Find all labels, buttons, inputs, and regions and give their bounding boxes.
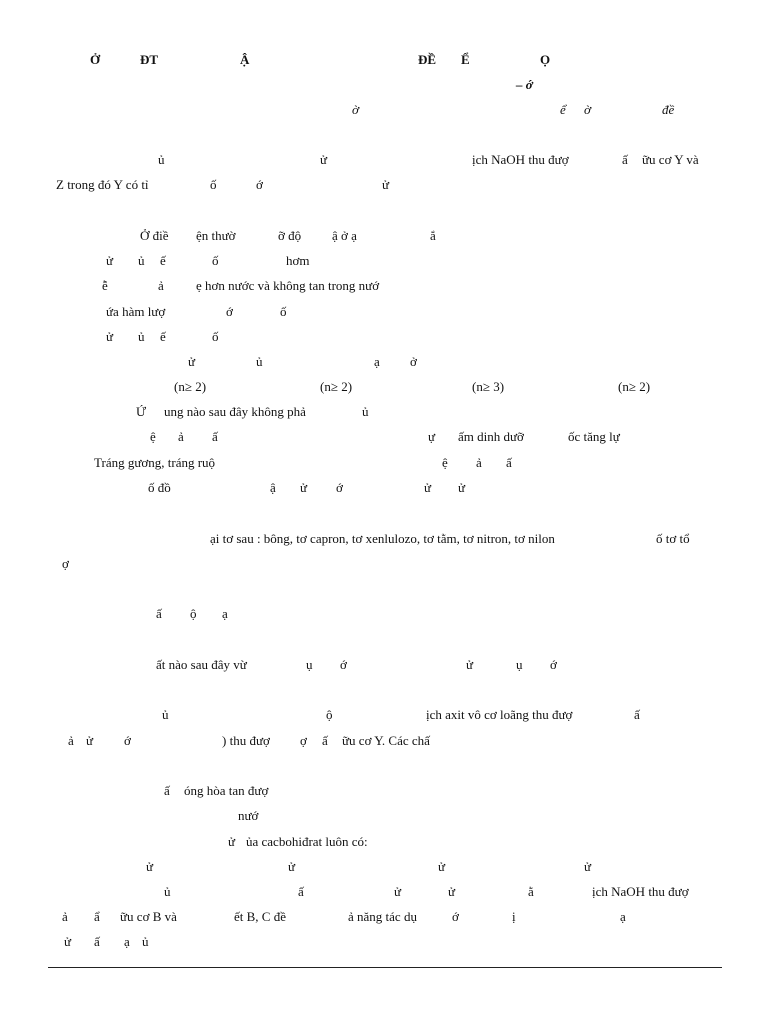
text-fragment: ớ [124, 733, 131, 748]
text-fragment: (n≥ 2) [174, 379, 207, 394]
text-fragment: ử [288, 859, 296, 874]
text-fragment: ế [160, 329, 166, 344]
text-fragment: ả [158, 278, 164, 293]
text-fragment: ện thườ [196, 228, 236, 243]
text-fragment: ố [212, 253, 219, 268]
text-fragment: ử [228, 834, 236, 849]
text-fragment: ấ [164, 783, 170, 798]
header-subline: – ớ [516, 77, 533, 92]
text-fragment: ế [160, 253, 166, 268]
text-fragment: ử [394, 884, 402, 899]
text-fragment: ử [146, 859, 154, 874]
text-fragment: ố tơ tổ [656, 531, 690, 546]
header-fragment: Ể [461, 52, 470, 67]
text-fragment: ủa cacbohiđrat luôn có: [246, 834, 368, 849]
text-fragment: ử [64, 934, 72, 949]
text-fragment: (n≥ 2) [320, 379, 353, 394]
text-fragment: ả [476, 455, 482, 470]
text-fragment: ứa hàm lượ [106, 304, 166, 319]
text-fragment: ử [320, 152, 328, 167]
text-fragment: ẩ [94, 909, 100, 924]
text-fragment: (n≥ 3) [472, 379, 505, 394]
header-fragment: ĐT [140, 52, 159, 67]
text-fragment: ệ [150, 429, 156, 444]
text-fragment: ịch NaOH thu đượ [592, 884, 689, 899]
text-fragment: ấ [156, 606, 162, 621]
text-fragment: ở [410, 354, 417, 369]
text-fragment: ủ [164, 884, 171, 899]
text-fragment: ị [512, 909, 516, 924]
text-fragment: ấm dinh dưỡ [458, 429, 524, 444]
text-fragment: ủ [162, 707, 169, 722]
text-fragment: ẹ hơn nước và không tan trong nướ [196, 278, 380, 293]
text-fragment: ủ [138, 253, 145, 268]
text-fragment: ễ [102, 278, 108, 293]
text-fragment: ậ [270, 480, 276, 495]
text-fragment: hơm [286, 253, 310, 268]
text-fragment: ớ [336, 480, 343, 495]
text-fragment: ử [188, 354, 196, 369]
text-fragment: ố đồ [148, 480, 171, 495]
text-fragment: ất nào sau đây vừ [156, 657, 247, 672]
text-fragment: ữu cơ Y và [642, 152, 699, 167]
text-fragment: ạ [222, 606, 228, 621]
text-fragment: ớ [452, 909, 459, 924]
text-fragment: (n≥ 2) [618, 379, 651, 394]
text-fragment: ớ [550, 657, 557, 672]
text-fragment: nướ [238, 808, 259, 823]
text-fragment: ụ [516, 657, 523, 672]
footer-rule [48, 967, 722, 968]
text-fragment: ệ [442, 455, 448, 470]
header-subline: ể [560, 102, 566, 117]
header-subline: đề [662, 102, 675, 117]
text-fragment: ử [438, 859, 446, 874]
text-fragment: ạ [374, 354, 380, 369]
text-fragment: ố [280, 304, 287, 319]
text-fragment: ằ [528, 884, 534, 899]
text-fragment: ủ [158, 152, 165, 167]
header-fragment: Ọ [540, 52, 551, 67]
text-fragment: ả [68, 733, 74, 748]
text-fragment: Ứ [136, 404, 147, 419]
text-fragment: ớ [340, 657, 347, 672]
text-fragment: ấ [322, 733, 328, 748]
text-fragment: ữu cơ Y. Các chấ [342, 733, 430, 748]
text-fragment: ử [466, 657, 474, 672]
text-fragment: ộ [326, 707, 333, 722]
text-fragment: ả [178, 429, 184, 444]
text-fragment: ử [106, 329, 114, 344]
header-subline: ờ [352, 102, 359, 117]
text-fragment: ớ [226, 304, 233, 319]
text-fragment: Z trong đó Y có tỉ [56, 177, 149, 192]
text-fragment: ử [106, 253, 114, 268]
text-fragment: ết B, C đề [234, 909, 286, 924]
header-fragment: Ở [90, 52, 101, 67]
text-fragment: ợ [62, 556, 69, 571]
text-fragment: Tráng gương, tráng ruộ [94, 455, 216, 470]
text-fragment: ) thu đượ [222, 733, 270, 748]
text-fragment: ố [212, 329, 219, 344]
text-fragment: ộ [190, 606, 197, 621]
text-fragment: ử [86, 733, 94, 748]
text-fragment: ắ [430, 228, 436, 243]
text-fragment: ấ [212, 429, 218, 444]
text-fragment: ủ [138, 329, 145, 344]
text-fragment: ịch NaOH thu đượ [472, 152, 569, 167]
text-fragment: ớ [256, 177, 263, 192]
text-fragment: ả năng tác dụ [348, 909, 417, 924]
text-fragment: ịch axit vô cơ loãng thu đượ [426, 707, 573, 722]
text-fragment: ậ ở ạ [332, 228, 357, 243]
text-fragment: ốc tăng lự [568, 429, 620, 444]
text-fragment: ủ [142, 934, 149, 949]
header-fragment: Ậ [240, 52, 250, 67]
text-fragment: ử [584, 859, 592, 874]
text-fragment: ấ [506, 455, 512, 470]
text-fragment: ử [424, 480, 432, 495]
text-fragment: ụ [306, 657, 313, 672]
text-fragment: ại tơ sau : bông, tơ capron, tơ xenlulozo, tơ tằm, tơ nitron, tơ nilon [210, 531, 555, 546]
text-fragment: ử [458, 480, 466, 495]
text-fragment: ạ [620, 909, 626, 924]
text-fragment: ố [210, 177, 217, 192]
text-fragment: ấ [94, 934, 100, 949]
text-fragment: ung nào sau đây không phả [164, 404, 306, 419]
text-fragment: Ở điề [140, 228, 169, 243]
text-fragment: ủ [256, 354, 263, 369]
header-fragment: ĐỀ [418, 52, 437, 67]
text-fragment: ử [300, 480, 308, 495]
text-fragment: ỡ độ [278, 228, 302, 243]
text-fragment: ữu cơ B và [120, 909, 177, 924]
text-fragment: ủ [362, 404, 369, 419]
text-fragment: ạ [124, 934, 130, 949]
text-fragment: ử [448, 884, 456, 899]
text-fragment: ử [382, 177, 390, 192]
text-fragment: óng hòa tan đượ [184, 783, 269, 798]
text-fragment: ấ [634, 707, 640, 722]
text-fragment: ấ [622, 152, 628, 167]
header-subline: ờ [584, 102, 591, 117]
text-fragment: ấ [298, 884, 304, 899]
text-fragment: ự [428, 429, 436, 444]
text-fragment: ợ [300, 733, 307, 748]
text-fragment: ả [62, 909, 68, 924]
